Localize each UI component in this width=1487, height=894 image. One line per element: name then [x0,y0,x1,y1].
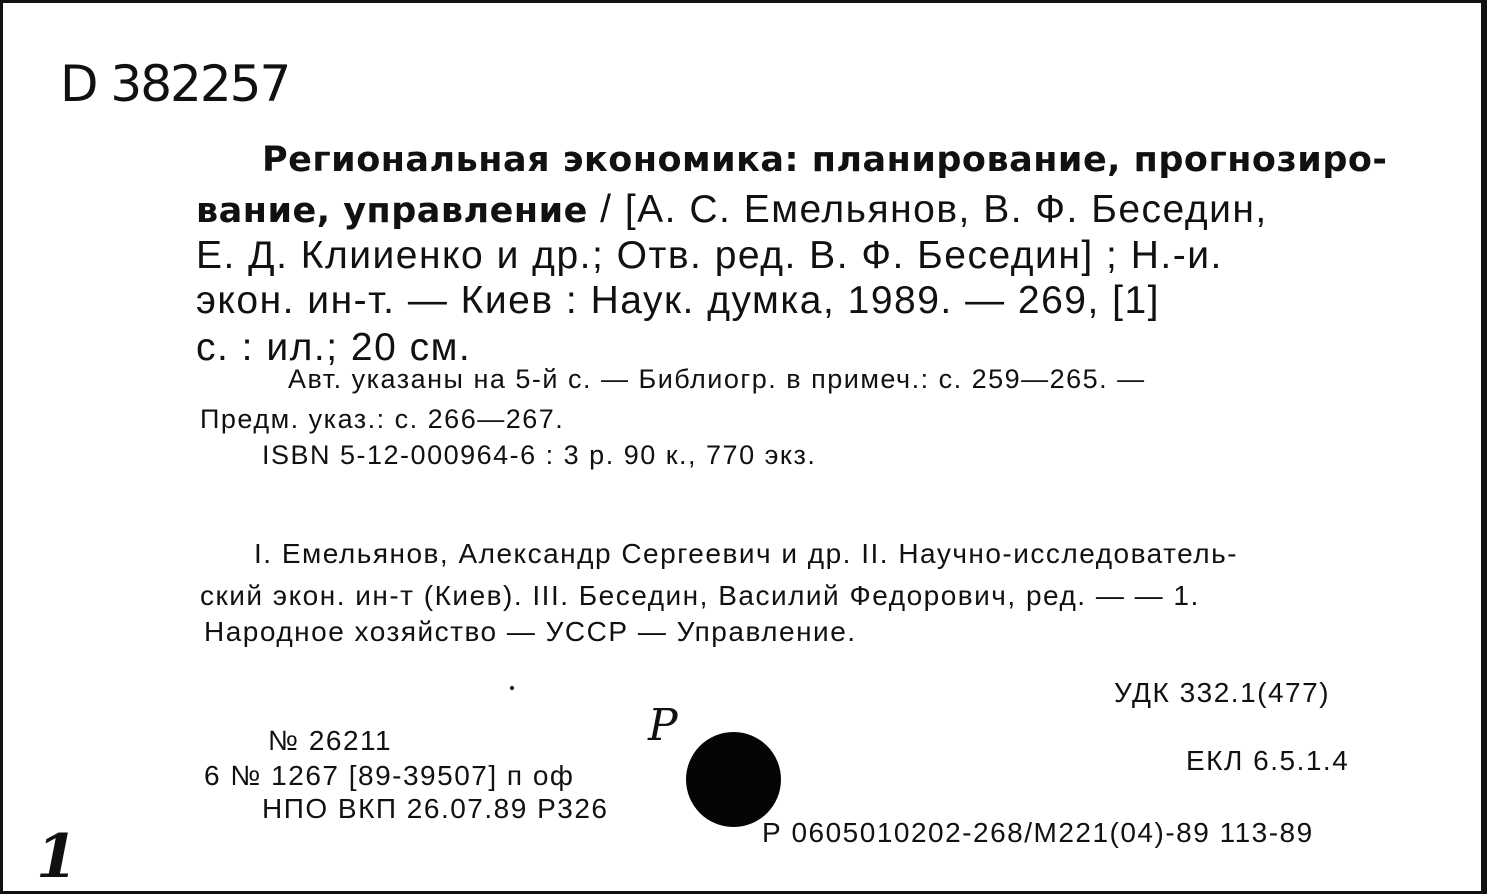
hole-punch-mark [686,732,781,827]
handwritten-p-mark: Р [648,700,678,751]
card-border-top [0,0,1487,3]
description-line-1: Е. Д. Клииенко и др.; Отв. ред. В. Ф. Беседин] ; Н.-и. [196,234,1223,277]
note-authors: Авт. указаны на 5-й с. — Библиогр. в примеч.: с. 259—265. — [288,364,1146,394]
udk-code: УДК 332.1(477) [1114,677,1331,708]
accession-order: 6 № 1267 [89-39507] п оф [204,760,575,791]
bottom-code: Р 0605010202-268/М221(04)-89 113-89 [762,817,1314,848]
tracing-line-1: I. Емельянов, Александр Сергеевич и др. II. Научно-исследователь- [254,538,1239,569]
title-line-1: Региональная экономика: планирование, прогнозиро- [262,140,1388,180]
ink-dot [510,686,514,690]
accession-publisher: НПО ВКП 26.07.89 Р326 [262,793,609,824]
card-border-left [0,0,3,894]
tracing-line-2: ский экон. ин-т (Киев). III. Беседин, Василий Федорович, ред. — — 1. [200,580,1200,611]
description-line-3: с. : ил.; 20 см. [196,326,472,369]
tracing-line-3: Народное хозяйство — УССР — Управление. [204,616,857,647]
call-number: D 382257 [60,55,290,113]
description-line-2: экон. ин-т. — Киев : Наук. думка, 1989. — 269, [1] [196,279,1161,322]
isbn-line: ISBN 5-12-000964-6 : 3 р. 90 к., 770 экз. [262,440,817,470]
handwritten-number-mark: 1 [36,822,78,892]
accession-number: № 26211 [268,725,393,756]
title-line-2-bold: вание, управление [196,191,588,231]
title-line-2-rest: / [А. С. Емельянов, В. Ф. Беседин, [587,188,1268,231]
title-line-2 [196,188,1268,232]
ekl-code: ЕКЛ 6.5.1.4 [1186,745,1350,776]
card-border-right [1481,0,1487,894]
note-index: Предм. указ.: с. 266—267. [200,404,565,434]
